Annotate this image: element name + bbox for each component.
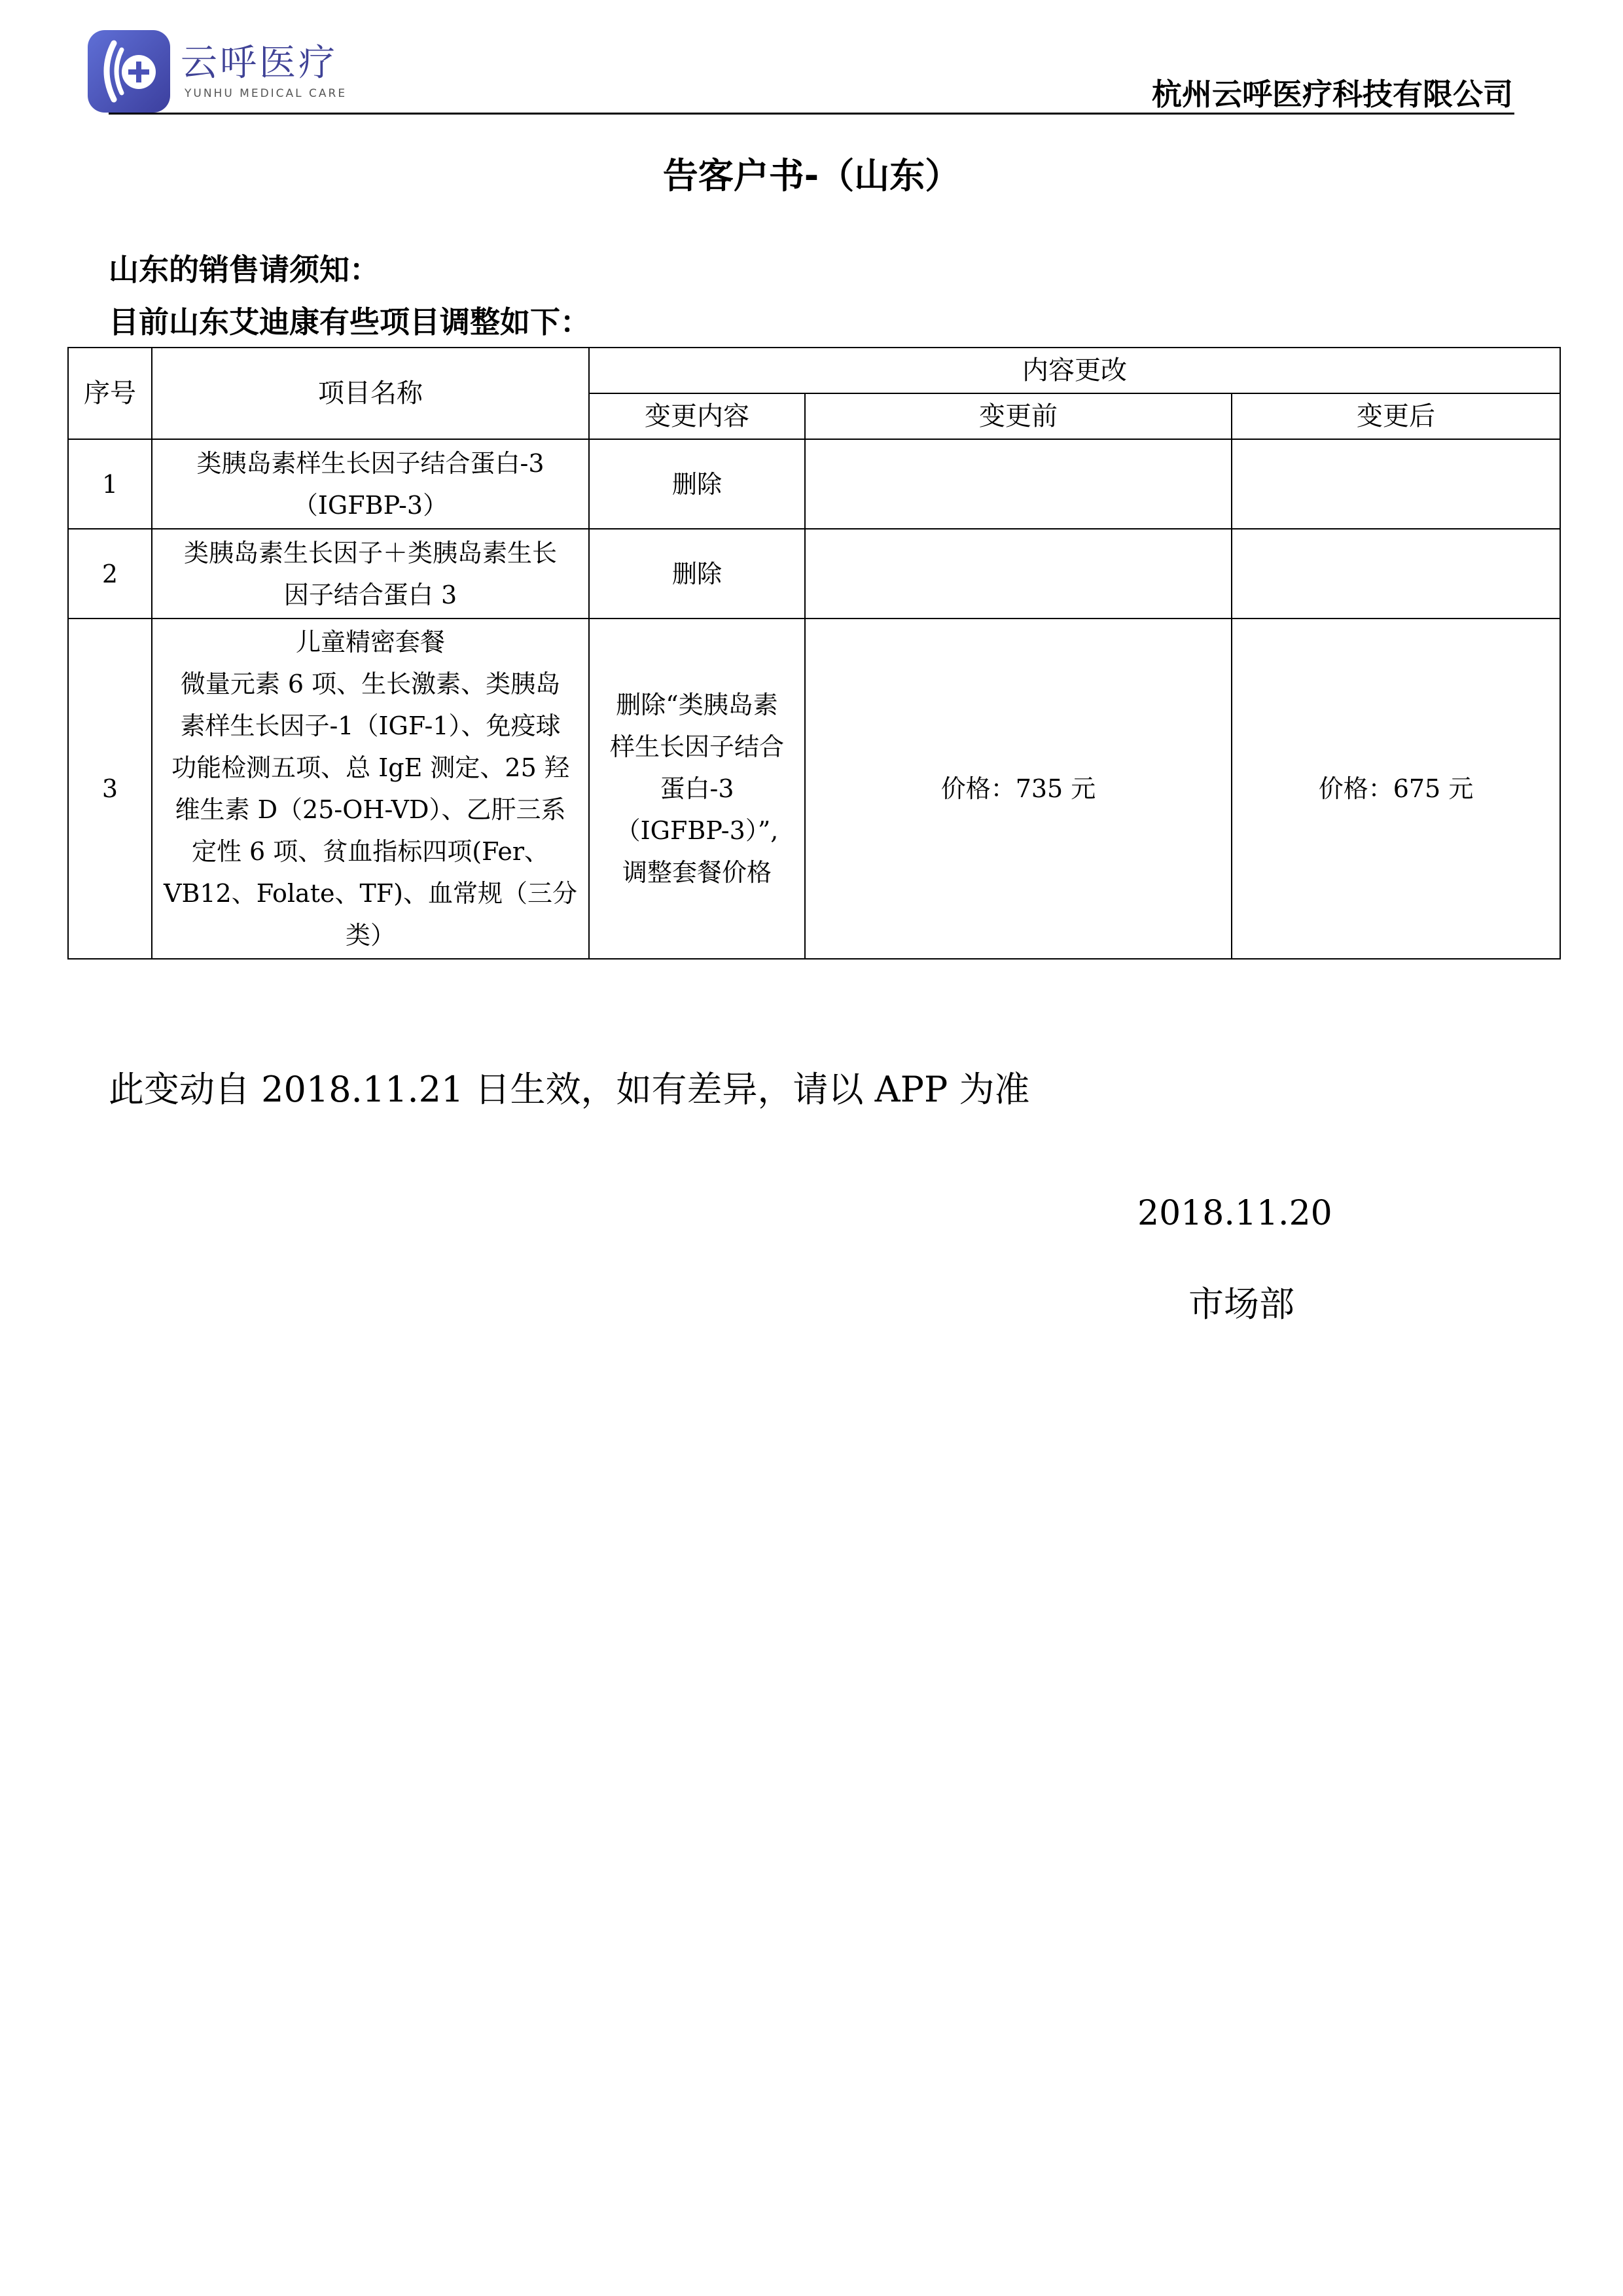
item-name-line: 定性 6 项、贫血指标四项(Fer、 bbox=[191, 837, 550, 866]
item-name-line: 儿童精密套餐 bbox=[295, 628, 445, 656]
change-line: 蛋白-3 bbox=[660, 774, 734, 803]
header-change-content: 变更内容 bbox=[589, 393, 805, 439]
change-line: 删除“类胰岛素 bbox=[616, 691, 778, 719]
logo-icon bbox=[88, 30, 170, 113]
logo-chinese-name: 云呼医疗 bbox=[181, 42, 338, 84]
item-name-line: 因子结合蛋白 3 bbox=[283, 580, 457, 609]
row-item-name bbox=[152, 439, 589, 529]
header-before: 变更前 bbox=[805, 393, 1232, 439]
item-name-line: 类胰岛素生长因子＋类胰岛素生长 bbox=[183, 538, 557, 567]
intro-line-1: 山东的销售请须知： bbox=[109, 252, 380, 287]
row-no: 3 bbox=[68, 619, 152, 959]
row-before bbox=[805, 529, 1232, 619]
logo-english-name: YUNHU MEDICAL CARE bbox=[185, 87, 348, 100]
header-item-name: 项目名称 bbox=[152, 348, 589, 439]
table-row bbox=[68, 529, 1560, 619]
row-after: 价格：675 元 bbox=[1232, 619, 1560, 959]
company-logo bbox=[88, 29, 347, 114]
department-signature: 市场部 bbox=[1188, 1283, 1294, 1325]
row-no: 2 bbox=[68, 529, 152, 619]
effective-notice: 此变动自 2018.11.21 日生效，如有差异，请以 APP 为准 bbox=[109, 1069, 1030, 1110]
row-after bbox=[1232, 439, 1560, 529]
row-before: 价格：735 元 bbox=[805, 619, 1232, 959]
row-no: 1 bbox=[68, 439, 152, 529]
row-change-content bbox=[589, 529, 805, 619]
intro-line-2: 目前山东艾迪康有些项目调整如下： bbox=[109, 304, 590, 340]
row-change-content bbox=[589, 439, 805, 529]
item-name-line: 素样生长因子-1（IGF-1）、免疫球 bbox=[180, 711, 561, 740]
table-row bbox=[68, 619, 1560, 959]
item-name-line: 类胰岛素样生长因子结合蛋白-3 bbox=[196, 448, 544, 478]
changes-table bbox=[67, 347, 1561, 960]
change-line: 调整套餐价格 bbox=[622, 858, 772, 887]
change-line: 删除 bbox=[671, 559, 722, 588]
change-line: 样生长因子结合 bbox=[609, 732, 784, 761]
row-change-content bbox=[589, 619, 805, 959]
header-after: 变更后 bbox=[1232, 393, 1560, 439]
document-date: 2018.11.20 bbox=[1137, 1194, 1332, 1233]
item-name-line: VB12、Folate、TF)、血常规（三分 bbox=[164, 879, 577, 908]
header-divider bbox=[109, 113, 1514, 115]
row-before bbox=[805, 439, 1232, 529]
row-after bbox=[1232, 529, 1560, 619]
item-name-line: （IGFBP-3） bbox=[293, 490, 448, 520]
item-name-line: 功能检测五项、总 IgE 测定、25 羟 bbox=[171, 753, 569, 782]
document-title: 告客户书-（山东） bbox=[662, 155, 961, 196]
header-no: 序号 bbox=[68, 348, 152, 439]
table-row bbox=[68, 439, 1560, 529]
company-name: 杭州云呼医疗科技有限公司 bbox=[1152, 77, 1513, 112]
change-line: （IGFBP-3）”, bbox=[615, 816, 779, 845]
row-item-name bbox=[152, 529, 589, 619]
change-line: 删除 bbox=[671, 469, 722, 499]
row-item-name bbox=[152, 619, 589, 959]
item-name-line: 微量元素 6 项、生长激素、类胰岛 bbox=[180, 670, 561, 698]
item-name-line: 维生素 D（25-OH-VD）、乙肝三系 bbox=[175, 795, 566, 824]
header-content-change: 内容更改 bbox=[589, 348, 1560, 393]
item-name-line: 类） bbox=[345, 921, 395, 950]
